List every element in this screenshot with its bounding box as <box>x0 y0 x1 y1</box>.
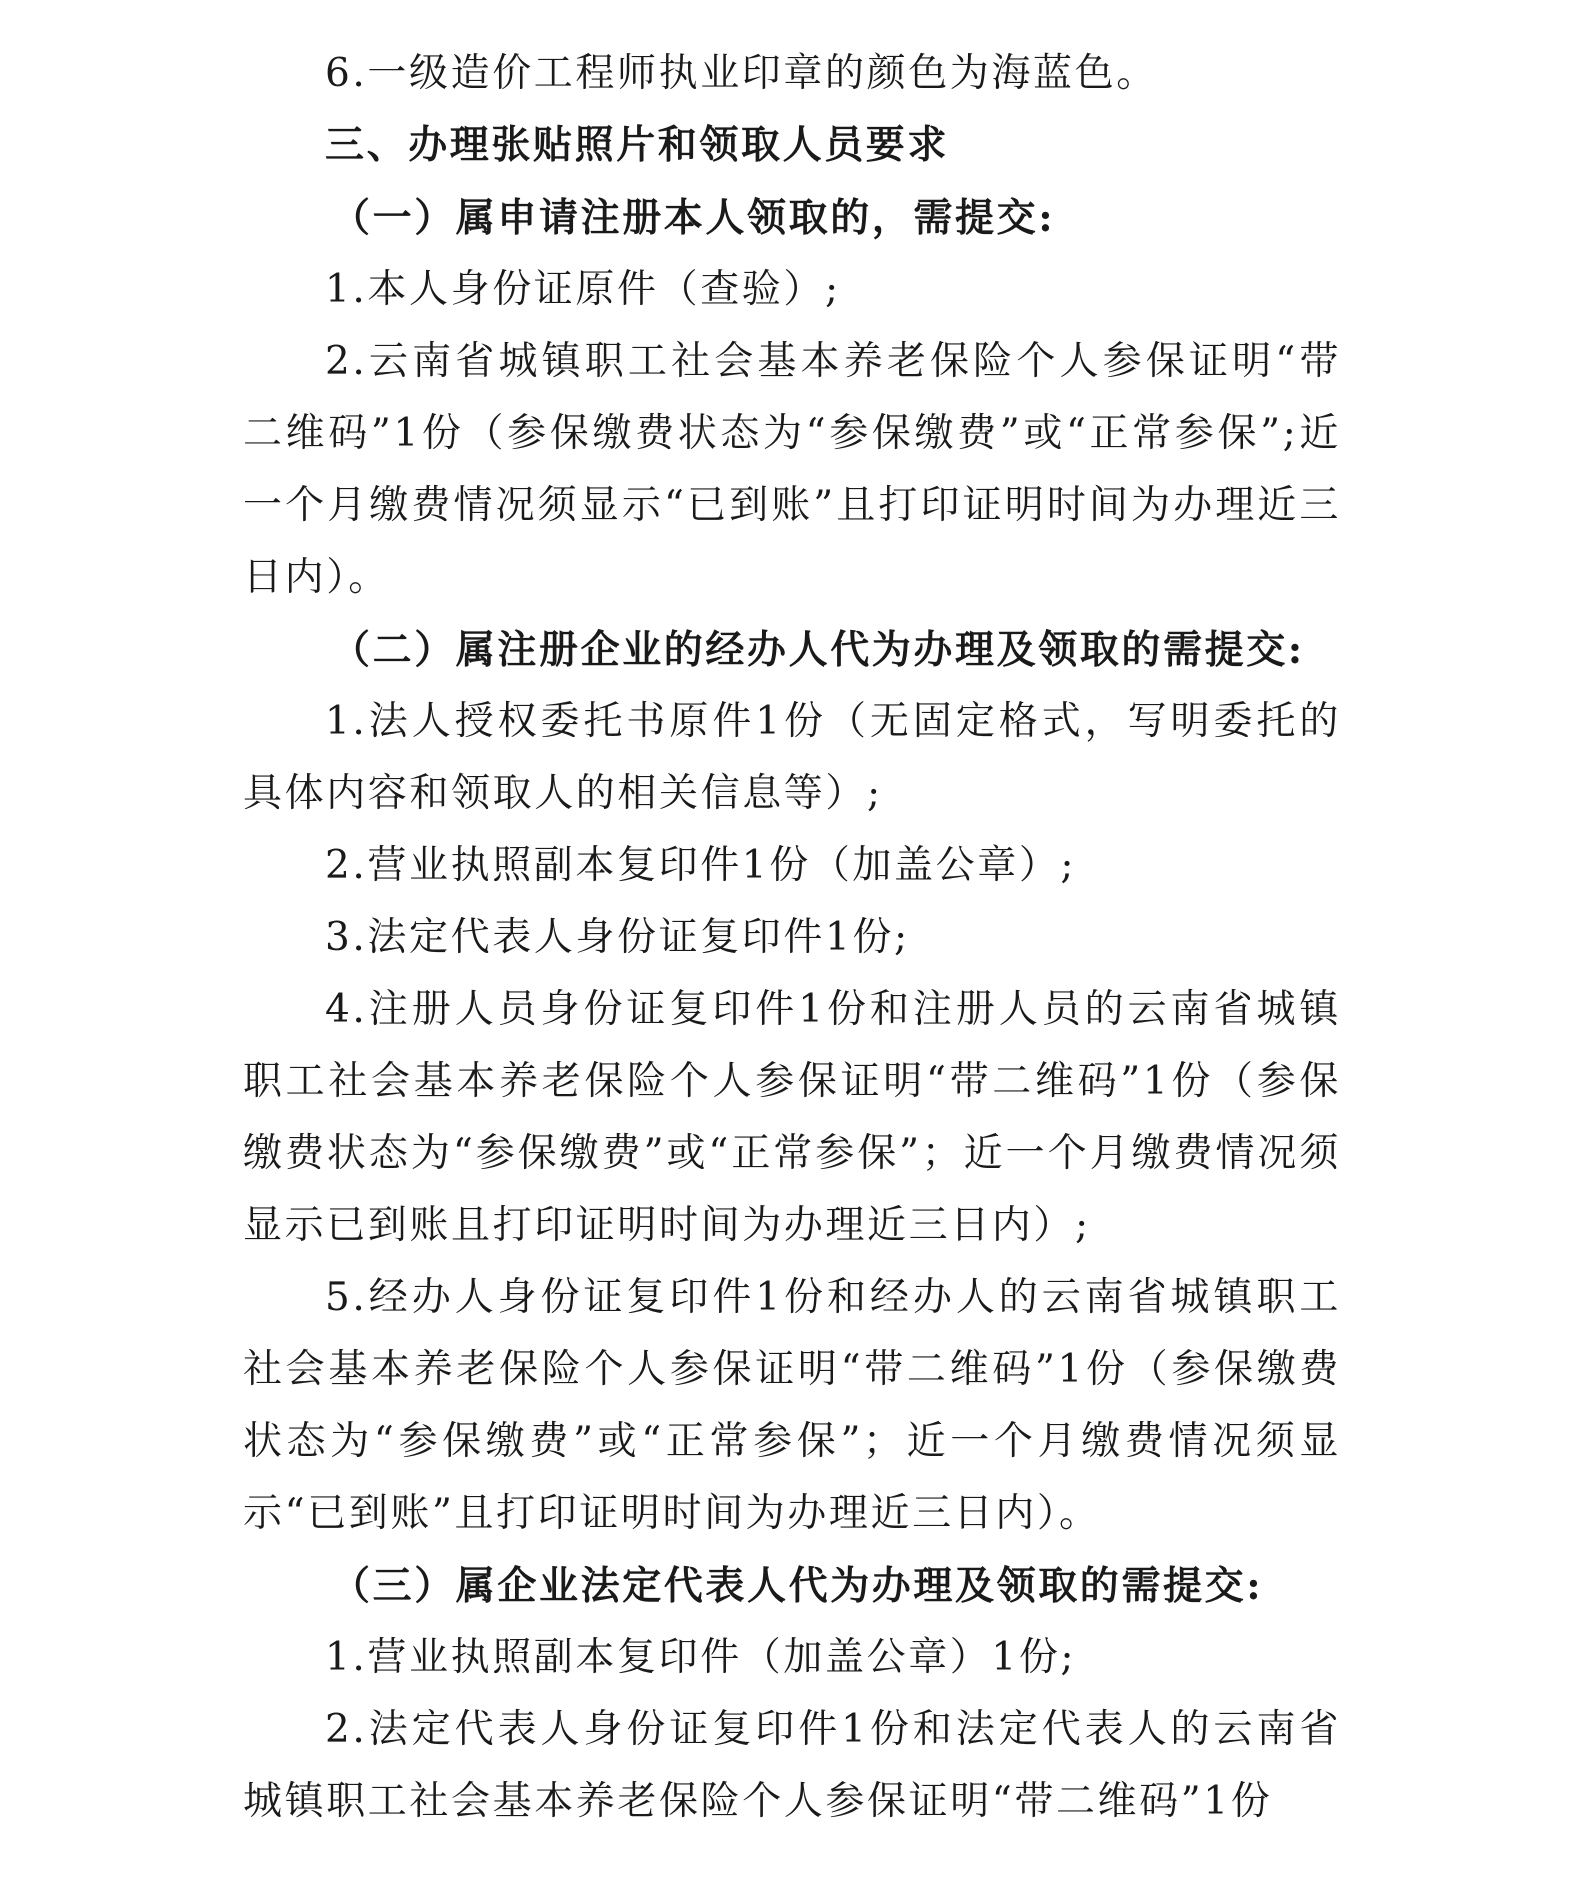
list-item: 5.经办人身份证复印件1份和经办人的云南省城镇职工社会基本养老保险个人参保证明“带二维码”1份（参保缴费状态为“参保缴费”或“正常参保”；近一个月缴费情况须显示“已到账”且打印证明时间为办理近三日内）。 <box>243 1275 1341 1536</box>
list-item: 2.法定代表人身份证复印件1份和法定代表人的云南省城镇职工社会基本养老保险个人参保证明“带二维码”1份 <box>243 1707 1341 1824</box>
list-item: 3.法定代表人身份证复印件1份; <box>325 915 910 960</box>
subheading-1: （一）属申请注册本人领取的，需提交: <box>331 195 1056 241</box>
section-heading-3: 三、办理张贴照片和领取人员要求 <box>325 123 950 168</box>
list-item: 2.营业执照副本复印件1份（加盖公章）; <box>325 843 1077 888</box>
list-item: 1.本人身份证原件（查验）; <box>325 267 841 312</box>
document-page <box>243 38 1341 1838</box>
list-item: 1.法人授权委托书原件1份（无固定格式，写明委托的具体内容和领取人的相关信息等）; <box>243 699 1341 816</box>
list-item: 1.营业执照副本复印件（加盖公章）1份; <box>325 1635 1077 1680</box>
list-item: 4.注册人员身份证复印件1份和注册人员的云南省城镇职工社会基本养老保险个人参保证明“带二维码”1份（参保缴费状态为“参保缴费”或“正常参保”；近一个月缴费情况须显示已到账且打印证明时间为办理近三日内）; <box>243 987 1341 1248</box>
item-6-stamp-color: 6.一级造价工程师执业印章的颜色为海蓝色。 <box>325 51 1158 96</box>
subheading-3: （三）属企业法定代表人代为办理及领取的需提交: <box>331 1563 1264 1609</box>
subheading-2: （二）属注册企业的经办人代为办理及领取的需提交: <box>331 627 1305 673</box>
list-item: 2.云南省城镇职工社会基本养老保险个人参保证明“带二维码”1份（参保缴费状态为“参保缴费”或“正常参保”;近一个月缴费情况须显示“已到账”且打印证明时间为办理近三日内）。 <box>243 339 1341 600</box>
